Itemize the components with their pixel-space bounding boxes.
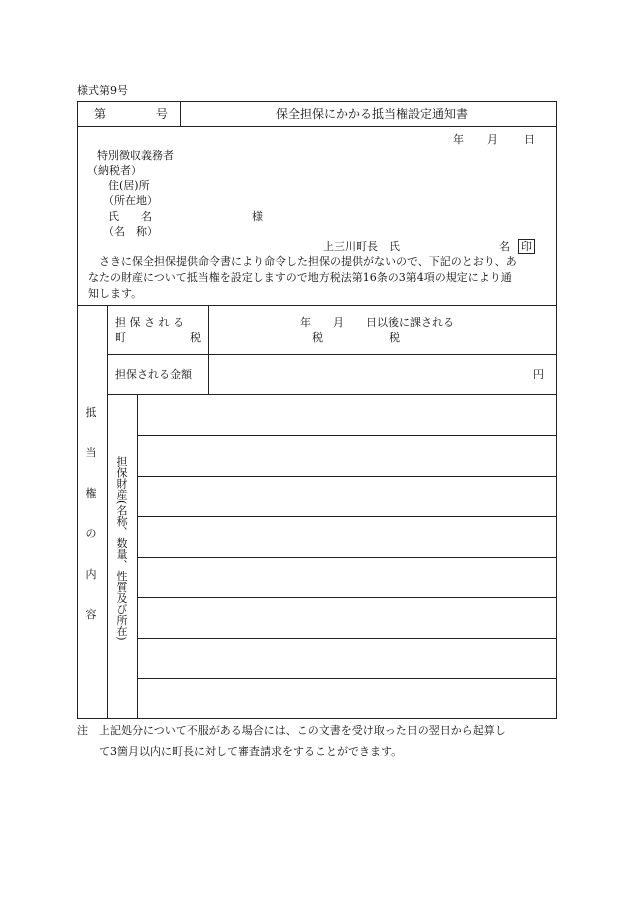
- mortgage-section-label: [84, 404, 98, 622]
- tax-row-label-line1: 担 保 さ れ る: [115, 316, 184, 329]
- section-label-separator: [107, 305, 108, 719]
- label-char: 当: [85, 446, 97, 460]
- tax-row-label-line2-left: 町: [115, 331, 126, 344]
- body-line-1: さきに保全担保提供命令書により命令した担保の提供がないので、下記のとおり、あ: [88, 255, 517, 268]
- amount-unit: 円: [533, 368, 544, 381]
- section-divider: [77, 305, 557, 306]
- date-year: 年: [453, 133, 464, 146]
- body-line-2: なたの財産について抵当権を設定しますので地方税法第16条の3第4項の規定により通: [88, 271, 512, 284]
- tax-row-label-line2-right: 税: [190, 331, 201, 344]
- label-char: 抵: [85, 406, 97, 419]
- recipient-address-label: 住(居)所: [108, 179, 150, 192]
- property-line: [137, 678, 557, 679]
- label-char: 内: [85, 567, 97, 581]
- note-line-1: 注 上記処分について不服がある場合には、この文書を受け取った日の翌日から起算し: [77, 724, 506, 737]
- date-month: 月: [487, 133, 498, 146]
- header-divider: [77, 126, 557, 127]
- label-char: 権: [85, 486, 97, 500]
- amount-row-divider: [107, 394, 557, 395]
- recipient-name-label: 氏 名: [108, 210, 152, 223]
- property-line: [137, 638, 557, 639]
- property-line: [137, 557, 557, 558]
- seal-mark: 印: [518, 239, 535, 254]
- amount-label: 担保される金額: [115, 368, 192, 381]
- recipient-honorific: 様: [252, 210, 263, 223]
- date-day: 日: [524, 133, 535, 146]
- tax-row-date-text: 年 月 日以後に課される: [300, 316, 454, 329]
- tax-row-divider: [107, 354, 557, 355]
- note-line-2: て3箇月以内に町長に対して審査請求をすることができます。: [77, 745, 403, 758]
- tax-row-separator: [208, 305, 209, 394]
- recipient-taxpayer: （納税者）: [87, 164, 142, 177]
- property-line: [137, 435, 557, 436]
- recipient-location-label: （所在地）: [103, 194, 158, 207]
- sender-title: 上三川町長 氏: [323, 240, 400, 253]
- property-line: [137, 476, 557, 477]
- header-separator: [180, 101, 181, 126]
- document-title: 保全担保にかかる抵当権設定通知書: [276, 107, 469, 121]
- recipient-name-alt-label: （名 称）: [103, 225, 158, 238]
- form-label: 様式第9号: [77, 84, 128, 97]
- body-line-3: 知します。: [88, 287, 143, 300]
- property-line: [137, 516, 557, 517]
- number-prefix: 第: [94, 107, 107, 121]
- recipient-label: 特別徴収義務者: [97, 149, 174, 162]
- label-char: の: [85, 527, 97, 541]
- property-line: [137, 597, 557, 598]
- tax-row-tax-text: 税 税: [312, 331, 400, 344]
- number-suffix: 号: [156, 107, 169, 121]
- property-label: 担保財産(名称、数量、性質及び所在): [115, 456, 128, 641]
- sender-name-suffix: 名: [499, 240, 510, 253]
- label-char: 容: [85, 607, 97, 621]
